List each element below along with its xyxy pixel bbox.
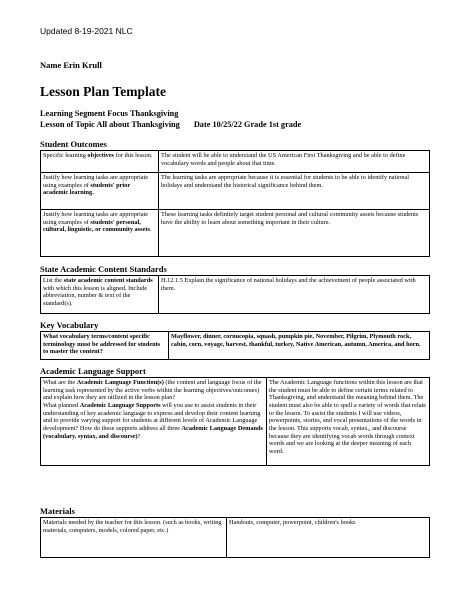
- vocabulary-value: Mayflower, dinner, cornucopia, squash, pumpkin pie, November, Pilgrim, Plymouth rock, cabin, corn, voyage, harvest, thankful, turkey, Native American, autumn, America, and horn.: [169, 332, 430, 360]
- outcome-label: Specific learning objectives for this lesson.: [41, 151, 159, 173]
- learning-segment: Learning Segment Focus Thanksgiving: [40, 109, 179, 118]
- table-row: [41, 173, 430, 210]
- academic-language-heading: Academic Language Support: [40, 366, 430, 378]
- standards-heading: State Academic Content Standards: [40, 264, 430, 276]
- outcome-label: Justify how learning tasks are appropriate using examples of students' prior academic learning.: [41, 173, 159, 210]
- outcome-label: Justify how learning tasks are appropriate using examples of students' personal, cultural, linguistic, or community assets.: [41, 210, 159, 257]
- standards-table: [40, 275, 430, 314]
- lesson-topic-text: Lesson of Topic All about Thanksgiving: [40, 120, 180, 129]
- outcome-value: These learning tasks definitely target student personal and cultural community assets because students have the ability to learn about something important in their culture.: [159, 210, 430, 257]
- standards-value: H.12.1.5 Explain the significance of national holidays and the achievement of people associated with them.: [159, 276, 430, 314]
- date-grade: Date 10/25/22 Grade 1st grade: [193, 120, 302, 129]
- teacher-name: Name Erin Krull: [40, 60, 102, 70]
- materials-label: Materials needed by the teacher for this lesson. (such as books, writing materials, computers, models, colored paper, etc.): [41, 518, 227, 558]
- table-row: [41, 151, 430, 173]
- table-row: [41, 378, 430, 466]
- lesson-topic: [40, 120, 301, 129]
- vocabulary-table: [40, 331, 430, 360]
- table-row: [41, 276, 430, 314]
- standards-label: List the state academic content standards with which this lesson is aligned. Include abbreviation, number & text of the standard(s).: [41, 276, 159, 314]
- vocabulary-label: What vocabulary terms/content specific terminology must be addressed for students to master the content?: [41, 332, 169, 360]
- table-row: [41, 518, 430, 558]
- vocabulary-heading: Key Vocabulary: [40, 320, 430, 332]
- updated-note: Updated 8-19-2021 NLC: [40, 26, 133, 36]
- student-outcomes-heading: Student Outcomes: [40, 139, 430, 151]
- table-row: [41, 332, 430, 360]
- student-outcomes-table: [40, 150, 430, 257]
- table-row: [41, 210, 430, 257]
- academic-language-table: [40, 377, 430, 466]
- materials-table: [40, 517, 430, 558]
- outcome-value: The student will be able to understand the US American First Thanksgiving and be able to define vocabulary words and people about that time.: [159, 151, 430, 173]
- outcome-value: The learning tasks are appropriate because it is essential for students to be able to identify national holidays and understand the historical significance behind them.: [159, 173, 430, 210]
- academic-language-value: The Academic Language functions within this lesson are that the student must be able to define certain terms related to Thanksgiving, and understand the meaning behind them. The student must also be able to spell a variety of words that relate to the lesson. To assist the students I will use videos, powerpoints, stories, and vocal presentations of the words in the lesson. This supports vocab, syntax,, and discourse because they are identifying vocab words through context words and we are looking at the deeper meaning of each word.: [267, 378, 430, 466]
- page-title: Lesson Plan Template: [40, 84, 167, 99]
- materials-heading: Materials: [40, 506, 430, 518]
- academic-language-questions: What are the Academic Language Function(s) (the content and language focus of the learning task represented by the active verbs within the learning objectives/outcomes) and explain how they are utilized in the lesson plan? What planned Academic Language Supports will you use to assist students in their understanding of key academic language to express and develop their content learning and to provide varying support for students at different levels of Academic Language development? How do these supports address all three Academic Language Demands (vocabulary, syntax, and discourse)?: [41, 378, 267, 466]
- materials-value: Handouts, computer, powerpoint, children's books: [227, 518, 430, 558]
